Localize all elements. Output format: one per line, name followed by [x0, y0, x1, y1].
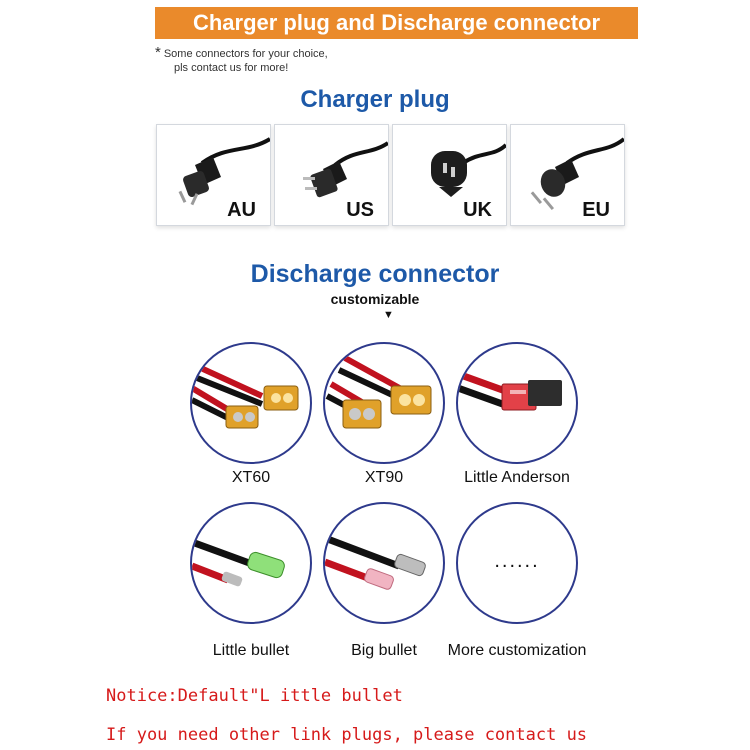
plug-card-au[interactable] — [156, 124, 271, 226]
xt60-connector-icon — [192, 344, 310, 462]
plug-label-uk: UK — [463, 199, 492, 221]
plug-card-us[interactable] — [274, 124, 389, 226]
plug-label-au: AU — [227, 199, 256, 221]
charger-plug-heading: Charger plug — [300, 86, 450, 113]
connector-label-big-bullet: Big bullet — [351, 642, 417, 659]
plug-card-uk[interactable] — [392, 124, 507, 226]
plug-card-eu[interactable] — [510, 124, 625, 226]
note-line-2: pls contact us for more! — [174, 62, 289, 74]
plug-label-us: US — [346, 199, 374, 221]
notice-default: Notice:Default"L ittle bullet — [106, 686, 403, 706]
big-bullet-connector-icon — [325, 504, 443, 622]
connector-option-more[interactable] — [456, 502, 578, 624]
note-line-1: Some connectors for your choice, — [163, 48, 328, 60]
connector-option-xt60[interactable] — [190, 342, 312, 464]
ellipsis-icon: ...... — [494, 550, 540, 572]
connector-option-xt90[interactable] — [323, 342, 445, 464]
asterisk: * — [155, 44, 161, 61]
anderson-connector-icon — [458, 344, 576, 462]
connector-label-anderson: Little Anderson — [464, 469, 570, 486]
notice-contact: If you need other link plugs, please contact us — [106, 725, 588, 745]
connector-option-anderson[interactable] — [456, 342, 578, 464]
connector-label-xt60: XT60 — [231, 469, 271, 486]
choice-note — [155, 46, 328, 75]
connector-option-little-bullet[interactable] — [190, 502, 312, 624]
connector-label-little-bullet: Little bullet — [212, 642, 290, 659]
little-bullet-connector-icon — [192, 504, 310, 622]
xt90-connector-icon — [325, 344, 443, 462]
connector-label-more: More customization — [447, 642, 587, 659]
plug-label-eu: EU — [582, 199, 610, 221]
connector-label-xt90: XT90 — [364, 469, 404, 486]
charger-plug-row — [156, 124, 624, 224]
discharge-connector-heading: Discharge connector — [250, 260, 500, 288]
connector-option-big-bullet[interactable] — [323, 502, 445, 624]
title-banner: Charger plug and Discharge connector — [155, 7, 638, 39]
down-arrow-icon: ▼ — [383, 309, 394, 321]
customizable-label: customizable — [330, 291, 420, 307]
